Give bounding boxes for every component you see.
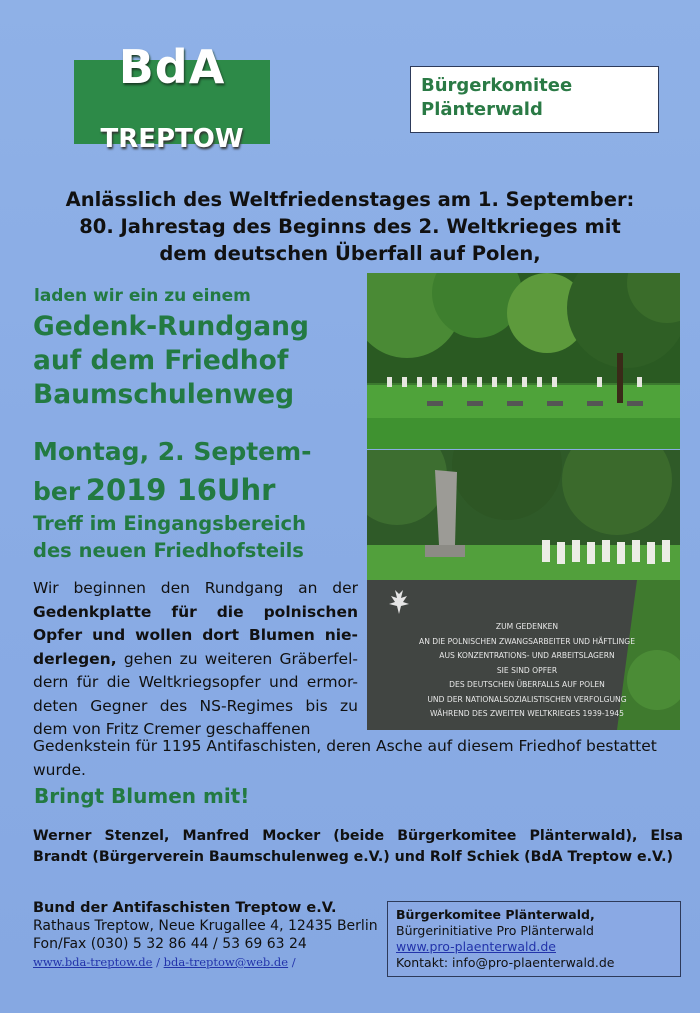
plaque-line: UND DER NATIONALSOZIALISTISCHEN VERFOLGUNG	[427, 694, 627, 704]
body-part3: gehen zu weiteren Gräberfel-dern für die Weltkriegsopfer und ermor-deten Gegner des NS-Regimes bis zu dem von Fritz Cremer geschaffenen	[33, 649, 358, 738]
meeting-point	[33, 510, 306, 564]
bring-flowers: Bringt Blumen mit!	[34, 784, 250, 808]
body-paragraph-continued: Gedenkstein für 1195 Antifaschisten, deren Asche auf diesem Friedhof bestattet wurde.	[33, 737, 657, 779]
meeting-line: des neuen Friedhofsteils	[33, 539, 304, 562]
footer-box-web-link[interactable]: www.pro-plaenterwald.de	[396, 939, 556, 954]
cemetery-graves-image	[367, 273, 680, 449]
plaque-line: WÄHREND DES ZWEITEN WELTKRIEGES 1939-1945	[430, 709, 624, 718]
cemetery-monument-image	[367, 450, 680, 580]
footer-web-link[interactable]: www.bda-treptow.de	[33, 955, 153, 969]
footer-contact-box	[387, 901, 681, 977]
footer-separator: /	[288, 955, 296, 969]
body-part1: Wir beginnen den Rundgang an der	[33, 579, 358, 597]
plaque-line: AUS KONZENTRATIONS- UND ARBEITSLAGERN	[439, 651, 615, 660]
headline-line: Anlässlich des Weltfriedenstages am 1. September:	[65, 188, 635, 211]
event-title	[33, 310, 309, 412]
bda-logo	[74, 40, 270, 155]
footer-separator: /	[152, 955, 164, 969]
headline-line: dem deutschen Überfall auf Polen,	[159, 242, 541, 265]
event-date-prefix: ber	[33, 477, 81, 506]
body-paragraph	[33, 577, 358, 742]
partner-box	[410, 66, 659, 133]
footer-contact-bda	[33, 899, 378, 971]
logo-treptow-text: TREPTOW	[100, 124, 244, 154]
footer-links	[33, 953, 378, 971]
meeting-line: Treff im Eingangsbereich	[33, 512, 306, 535]
partner-line2: Plänterwald	[421, 99, 543, 120]
footer-org-name: Bund der Antifaschisten Treptow e.V.	[33, 900, 337, 916]
event-date-line2	[33, 473, 275, 507]
footer-email-link[interactable]: bda-treptow@web.de	[163, 955, 289, 969]
event-date-time: 2019 16Uhr	[85, 473, 276, 507]
headline-line: 80. Jahrestag des Beginns des 2. Weltkrieges mit	[79, 215, 621, 238]
plaque-inscription	[407, 620, 647, 722]
organizers-names: Werner Stenzel, Manfred Mocker (beide Bürgerkomitee Plänterwald), Elsa Brandt (Bürgerverein Baumschulenweg e.V.) und Rolf Schiek (BdA Treptow e.V.)	[33, 828, 683, 865]
footer-box-subtitle: Bürgerinitiative Pro Plänterwald	[396, 923, 594, 938]
cemetery-photo-graves	[367, 273, 680, 449]
body-part2-bold: Gedenkplatte für die polnischen Opfer und wollen dort Blumen nie-derlegen,	[33, 602, 358, 668]
event-title-line: Gedenk-Rundgang	[33, 311, 309, 342]
event-title-line: auf dem Friedhof	[33, 345, 289, 376]
footer-box-contact: Kontakt: info@pro-plaenterwald.de	[396, 955, 615, 970]
cemetery-photo-monument	[367, 450, 680, 580]
plaque-line: SIE SIND OPFER	[496, 665, 558, 675]
headline	[20, 186, 680, 267]
plaque-line: DES DEUTSCHEN ÜBERFALLS AUF POLEN	[449, 680, 605, 689]
footer-address: Rathaus Treptow, Neue Krugallee 4, 12435 Berlin	[33, 918, 378, 934]
partner-line1: Bürgerkomitee	[421, 75, 573, 96]
footer-phone: Fon/Fax (030) 5 32 86 44 / 53 69 63 24	[33, 936, 307, 952]
event-title-line: Baumschulenweg	[33, 379, 295, 410]
event-date-line1: Montag, 2. Septem-	[33, 437, 312, 466]
memorial-plaque-photo	[367, 580, 680, 730]
logo-bda-text: BdA	[118, 40, 226, 94]
plaque-line: ZUM GEDENKEN	[495, 622, 559, 631]
invite-text: laden wir ein zu einem	[34, 286, 251, 306]
footer-box-title: Bürgerkomitee Plänterwald,	[396, 907, 595, 922]
plaque-line: AN DIE POLNISCHEN ZWANGSARBEITER UND HÄFTLINGE	[419, 636, 635, 646]
